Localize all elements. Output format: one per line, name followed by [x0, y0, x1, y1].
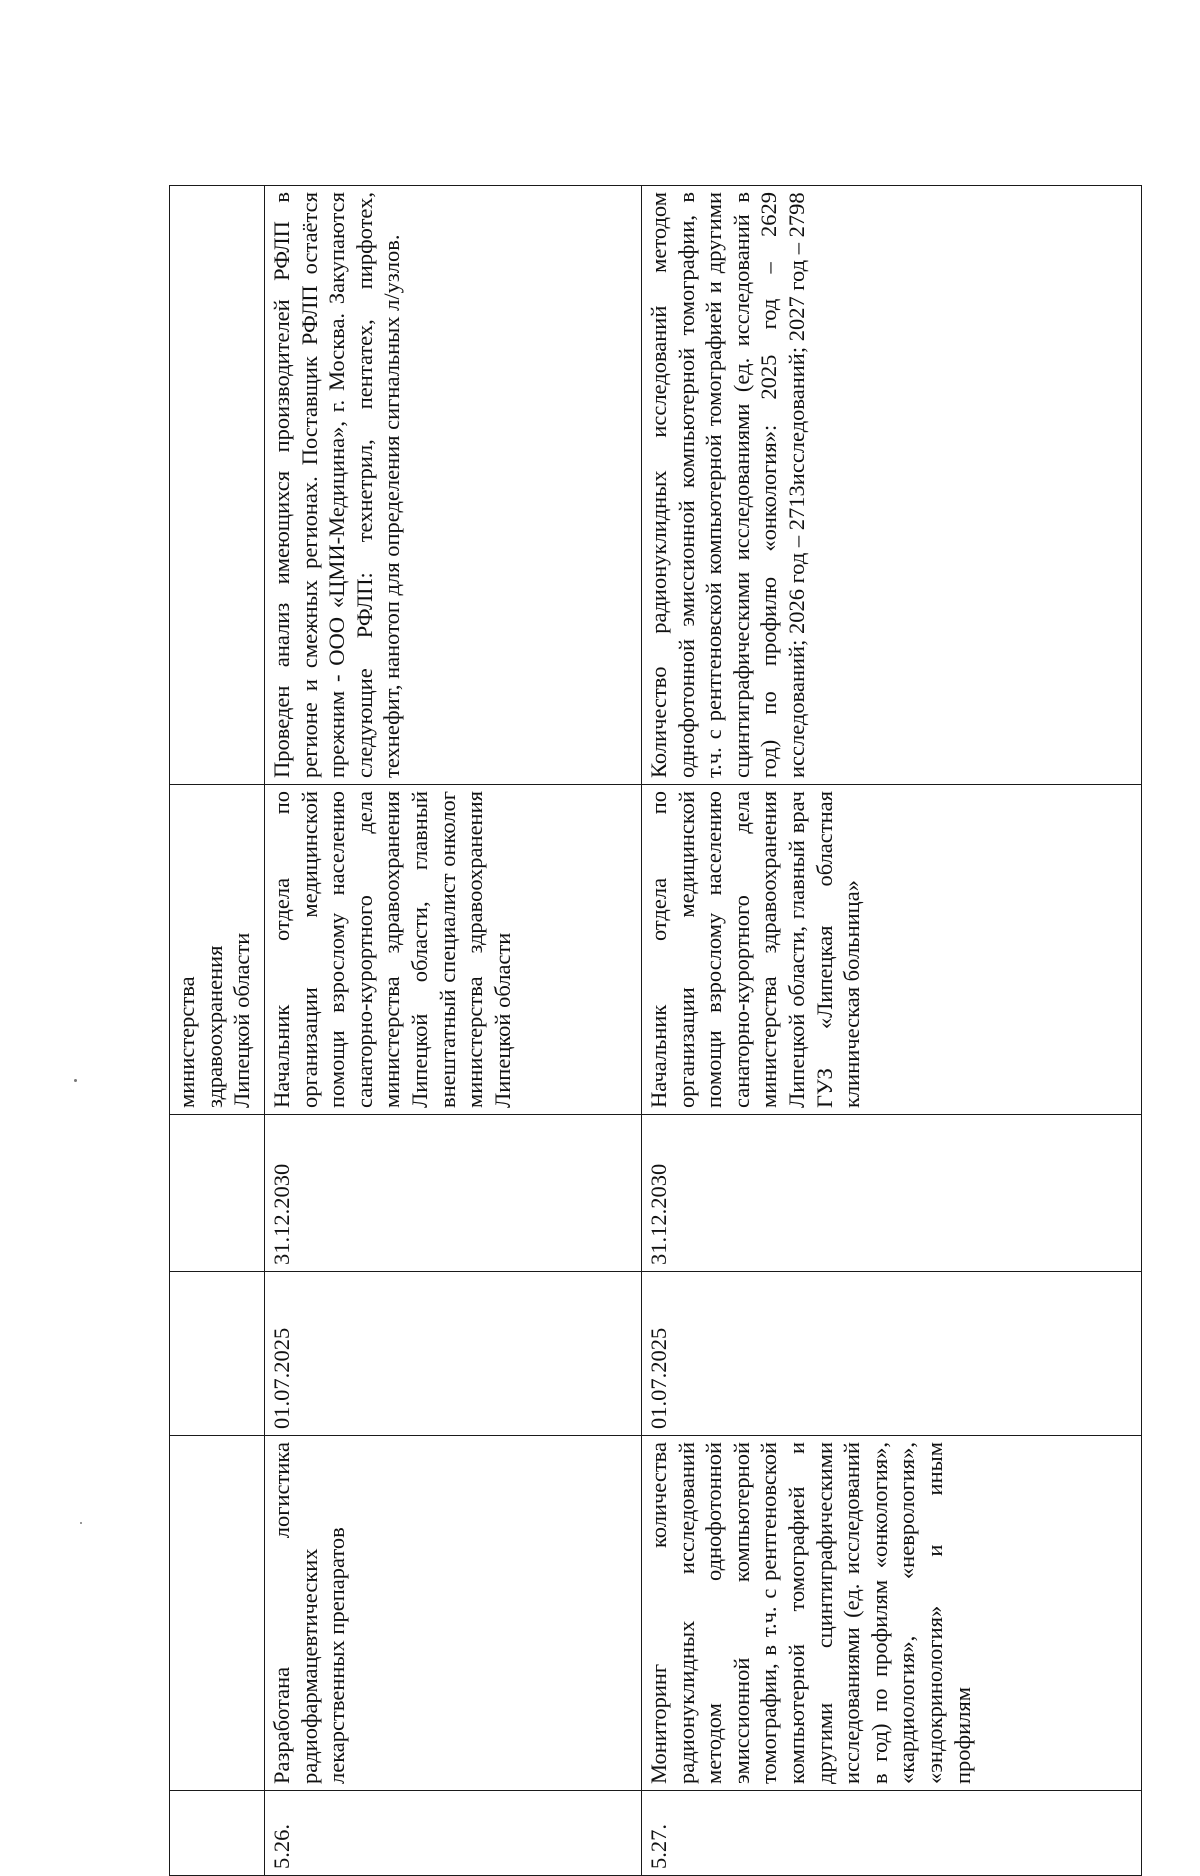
table-row [642, 186, 1142, 1876]
cell-num: 5.27. [642, 1791, 1142, 1876]
cell-end-date: 31.12.2030 [642, 1115, 1142, 1272]
table-row-continuation [170, 186, 265, 1876]
cell-responsible: Начальник отдела по организации медицинской помощи взрослому населению санаторно-курортного дела министерства здравоохранения Липецкой области, главный врач ГУЗ «Липецкая областная клиническая больница» [642, 785, 1142, 1115]
plan-table [169, 185, 1142, 1876]
cell-num-continuation [170, 1791, 265, 1876]
cell-name-continuation [170, 1436, 265, 1791]
responsible-line: министерства [174, 976, 199, 1108]
responsible-line: Липецкой области [229, 932, 255, 1108]
cell-responsible: Начальник отдела по организации медицинской помощи взрослому населению санаторно-курортного дела министерства здравоохранения Липецкой области, главный внештатный специалист онколог министерства здравоохранения Липецкой области [265, 785, 642, 1115]
cell-end-date: 31.12.2030 [265, 1115, 642, 1272]
cell-name: Разработана логистика радиофармацевтических лекарственных препаратов [265, 1436, 642, 1791]
cell-result-continuation [170, 186, 265, 785]
cell-num: 5.26. [265, 1791, 642, 1876]
cell-start-date: 01.07.2025 [642, 1272, 1142, 1436]
rotated-page-content [169, 186, 1124, 1876]
cell-end-continuation [170, 1115, 265, 1272]
cell-start-continuation [170, 1272, 265, 1436]
cell-result: Количество радионуклидных исследований методом однофотонной эмиссионной компьютерной томографии, в т.ч. с рентгеновской компьютерной томографией и другими сцинтиграфическими исследованиями (ед. исследований в год) по профилю «онкология»: 2025 год – 2629 исследований; 2026 год – 2713исследований; 2027 год – 2798 [642, 186, 1142, 785]
cell-result: Проведен анализ имеющихся производителей РФЛП в регионе и смежных регионах. Поставщик РФЛП остаётся прежним - ООО «ЦМИ-Медицина», г. Москва. Закупаются следующие РФЛП: технетрил, пентатех, пирфотех, технефит, нанотоп для определения сигнальных л/узлов. [265, 186, 642, 785]
cell-start-date: 01.07.2025 [265, 1272, 642, 1436]
scan-speck [74, 1079, 77, 1082]
responsible-line: здравоохранения [201, 945, 227, 1108]
table-row [265, 186, 642, 1876]
cell-responsible-continuation [170, 785, 265, 1115]
scan-speck [80, 1522, 82, 1524]
cell-name: Мониторинг количества радионуклидных исследований методом однофотонной эмиссионной компьютерной томографии, в т.ч. с рентгеновской компьютерной томографией и другими сцинтиграфическими исследованиями (ед. исследований в год) по профилям «онкология», «кардиология», «неврология», «эндокринология» и иным профилям [642, 1436, 1142, 1791]
